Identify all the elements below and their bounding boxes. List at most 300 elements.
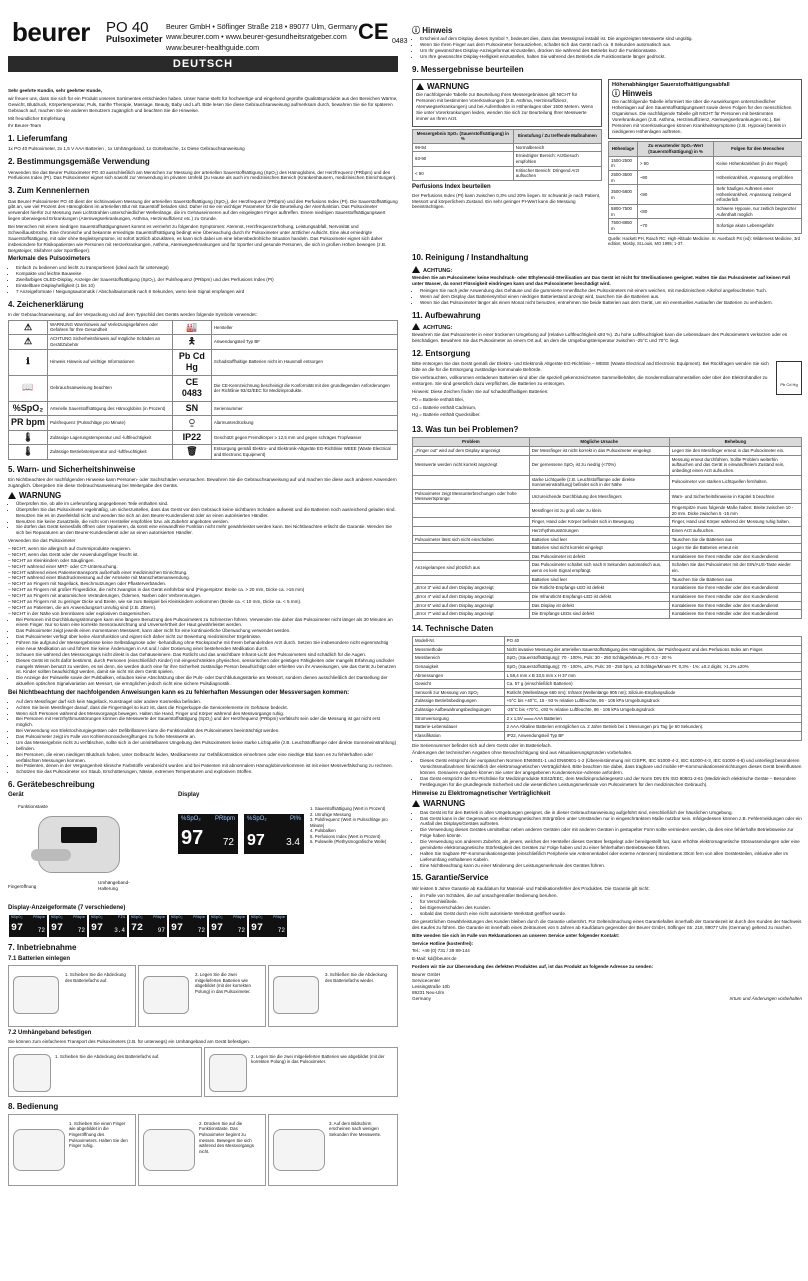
table-cell: 3500-5800 m <box>609 185 638 205</box>
table-row <box>413 552 802 561</box>
format-value-main: 72 <box>131 923 144 935</box>
table-cell: 93-90 <box>413 152 514 166</box>
table-cell: Tauschen Sie die Batterien aus <box>669 535 801 544</box>
display-format <box>249 915 287 937</box>
section-7-title: 7. Inbetriebnahme <box>8 943 77 953</box>
list-item: • Das Gerät entspricht der EU-Richtlinie für Medizinprodukte 93/42/EEC, dem Medizinproduktegesetz und der Norm DIN EN ISO 80601-2-61 (Medizinisch elektrische Geräte – Besondere Festlegungen für die grundlegende Sicherheit und die wesentlichen Leistungsmerkmale von Pulsoximetern für den medizinischen Gebrauch). <box>420 776 802 788</box>
emc-title: Hinweise zu Elektromagnetischer Verträglichkeit <box>412 790 551 797</box>
symbol-description: Geschützt gegen Fremdkörper ≥ 12,5 mm und gegen schräges Tropfwasser <box>211 430 397 445</box>
table-row <box>413 447 802 456</box>
format-label-right: PRbpm <box>272 916 285 921</box>
table-row <box>413 544 802 553</box>
table-cell <box>413 526 530 535</box>
table-cell: SpO₂ (Sauerstoffsättigung): 70 - 100%, ±2%, Puls: 30 - 250 bpm, ±2 Schläge/Minute PI: 0,3% - 1%: ±0.2 digits; >1,1% ±20% <box>504 662 801 671</box>
table-cell: Keine Höhenkrankheit (in der Regel) <box>714 156 802 170</box>
features-title: Merkmale des Pulsoximeters <box>8 256 91 263</box>
operation-step-2-image <box>143 1129 195 1171</box>
function-key-label: Funktionstaste <box>18 804 48 810</box>
list-item: • Halten Sie tragbare RF-Kommunikationsgeräte (einschließlich Peripherie wie Antennenkabel oder externe Antennen) mindestens 30cm fern von allen Gerätesteilen, inklusive aller im Lieferumfang enthaltenen Kabeln. <box>420 851 802 863</box>
section-15-title: 15. Garantie/Service <box>412 873 489 883</box>
symbol-glyph: SN <box>172 401 211 416</box>
list-item: – NICHT, wenn Sie allergisch auf Gummiprodukte reagieren. <box>8 546 132 552</box>
table-row <box>413 645 802 654</box>
symbol-description: Schadstoffhaltige Batterien nicht im Hausmüll entsorgen <box>211 349 397 375</box>
not-use-title: Verwenden Sie das Pulsoximeter <box>8 538 76 544</box>
table-row <box>413 575 802 584</box>
table-cell: +5°C bis +40°C, 15 - 93 % relative Luftfeuchte, 86 - 106 kPa Umgebungsdruck <box>504 697 801 706</box>
table-cell: 2 AAA Alkaline Batterien ermöglichen ca. 2 Jahre Betrieb bei 1 Messungen pro Tag (je 60 Sekunden). <box>504 723 801 732</box>
table-cell: Fingerspitze muss folgende Maße haben: Breite zwischen 10 - 20 mm. Dicke zwischen 5 -15 mm <box>669 504 801 518</box>
model-name: PO 40 <box>106 19 149 36</box>
table-row <box>413 518 802 527</box>
section-2-text: Verwenden Sie das Beurer Pulsoximeter PO 40 ausschließlich am Menschen zur Messung der arteriellen Sauerstoffsättigung (SpO₂) des Hämoglobins, der Herzfrequenz (PRbpm) und des Perfusions Index (PI). Das Pulsoximeter eignet sich sowohl zur Verwendung im privaten Umfeld (zu Hause als auch im medizinischen Bereich (Krankenhäusern, medizinischen Einrichtungen). <box>8 169 397 181</box>
table-cell: Kontaktieren Sie Ihren Händler oder den Kundendienst <box>669 592 801 601</box>
storage-attention: ACHTUNG: <box>412 323 802 332</box>
disposal-text-2: Die verbrauchten, vollkommen entladenen Batterien sind über die speziell gekennzeichneten Sammelbehälter, die Sondermüllannahmestellen oder über den Elektrohändler zu entsorgen. Sie sind gesetzlich dazu verpflichtet, die Batterien zu entsorgen. <box>412 375 768 386</box>
list-item: • Dieses Gerät ist nicht dafür bestimmt, durch Personen (einschließlich Kinder) mit eingeschränkten physischen, sensorischen oder geistigen Fähigkeiten oder mangels Erfahrung und/oder mangels Wissen benutzt zu werden, es sei denn, sie werden durch eine für ihre Sicherheit zuständige Person beaufsichtigt oder erhielten von ihr Anweisungen, wie das Gerät zu benutzen ist. Kinder sollten beaufsichtigt werden, damit sie nicht mit dem Gerät spielen. <box>16 658 398 676</box>
language-band: DEUTSCH <box>8 56 398 72</box>
display-format <box>9 915 47 937</box>
section-1-title: 1. Lieferumfang <box>8 134 68 144</box>
display-format <box>129 915 167 937</box>
list-item: • Bei Verwendung von Elektrochirurgiegeräten oder Defibrillatoren kann die Funktionalität des Pulsoximeters beeinträchtigt werden. <box>16 728 398 734</box>
table-cell: Kontaktieren Sie Ihren Händler oder den Kundendienst <box>669 610 801 619</box>
battery-step-3: 3. Schließen Sie die Abdeckung des Batteriefachs wieder. <box>268 965 398 1027</box>
symbol-glyph: 🯅 <box>172 335 211 350</box>
symbol-description: Zulässige Betriebstemperatur und -luftfeuchtigkeit <box>48 445 173 460</box>
shipping-address: Beurer GmbH Servicecenter Lessingstraße 10b 89231 Neu-Ulm Germany Irrtum und Änderungen vorbehalten <box>412 972 802 1001</box>
table-row <box>413 143 602 152</box>
table-cell: Abmessungen <box>413 671 505 680</box>
list-item: • Um das Messergebnis nicht zu verfälschen, sollte sich in der unmittelbaren Umgebung des Pulsoximeters keine starke Lichtquelle (z.B. Leuchtstofflampe oder direkte Sonneneinstrahlung) befinden. <box>16 740 398 752</box>
list-item: • Wenn Sie das Pulsoximeter länger als einen Monat nicht benutzen, entnehmen Sie beide Batterien aus dem Gerät, um ein eventuelles Auslaufen der Batterien zu verhindern. <box>420 300 802 306</box>
table-row <box>413 680 802 689</box>
symbol-row <box>9 375 398 401</box>
table-cell: Erniedrigter Bereich: Arztbesuch empfohlen <box>513 152 601 166</box>
list-item: • Die Verwendung dieses Gerätes unmittelbar neben anderen Geräten oder mit anderen Geräten in gestapelter Form sollte vermieden werden, da dies eine fehlerhafte Betriebsweise zur Folge haben könnte. <box>420 827 802 839</box>
format-value-main: 97 <box>11 923 24 935</box>
table-cell: Batterie-Lebensdauer <box>413 723 505 732</box>
section-12-title: 12. Entsorgung <box>412 349 471 359</box>
table-cell: „Error 7“ wird auf dem Display angezeigt <box>413 610 530 619</box>
list-item: • Schauen Sie während des Messvorgangs nicht direkt in das Gehäuseinnere. Das Rotlicht und das unsichtbare Infrarot-Licht des Pulsoximeters sind schädlich für die Augen. <box>16 652 398 658</box>
features-list <box>8 265 398 294</box>
disposal-list-1: Pb = Batterie enthält Blei, <box>412 396 464 402</box>
list-item: • Um Ihre gewünschte Display-Helligkeit einzustellen, halten Sie während des Betriebs die Funktionstaste länger gedrückt. <box>420 54 802 60</box>
table-cell: starke Lichtquelle (z.B. Leuchtstofflampe oder direkte Sonneneinstrahlung) befindet sich in der Nähe <box>529 475 669 489</box>
table-cell: 2 x 1,5V ═══ AAA Batterien <box>504 714 801 723</box>
symbol-description: Pulsfrequenz (Pulsschläge pro Minute) <box>48 416 173 431</box>
warning-icon <box>412 800 420 807</box>
symbol-glyph: 🌡 <box>9 430 48 445</box>
table-cell: Schwere Hypoxie, nur zeitlich begrenzter Aufenthalt möglich <box>714 205 802 219</box>
symbol-glyph: CE 0483 <box>172 375 211 401</box>
battery-step-3-image <box>273 976 319 1014</box>
table-cell: Finger, Hand oder Körper befindet sich in Bewegung <box>529 518 669 527</box>
table-cell: „Error 4“ wird auf dem Display angezeigt <box>413 592 530 601</box>
section-14-title: 14. Technische Daten <box>412 623 494 633</box>
display-format <box>49 915 87 937</box>
symbol-glyph: IP22 <box>172 430 211 445</box>
table-row <box>609 156 802 170</box>
symbol-description: Arterielle Sauerstoffsättigung des Hämoglobins (in Prozent) <box>48 401 173 416</box>
disposal-text-1: Bitte entsorgen Sie das Gerät gemäß der Elektro- und Elektronik Altgeräte EG-Richtlinie – WEEE (Waste Electrical and Electronic Equipment). Bei Rückfragen wenden Sie sich bitte an die für die Entsorgung zuständige kommunale Behörde. <box>412 361 769 373</box>
info-icon: ⓘ <box>612 89 623 98</box>
operation-step-3: 3. Auf dem Bildschirm erscheinen nach wenigen Sekunden Ihre Messwerte. <box>268 1114 398 1186</box>
symbol-glyph: 🏭 <box>172 320 211 335</box>
table-cell: Ca. 57 g (einschließlich Batterien) <box>504 680 801 689</box>
symbol-glyph: ℹ <box>9 349 48 375</box>
table-cell: Klassifikation <box>413 731 505 740</box>
format-value-main: 97 <box>91 923 104 935</box>
table-row <box>413 697 802 706</box>
section-3-text-2: Bei Menschen mit einem niedrigen Sauerstoffsättigungswert kommt es vermehrt zu folgenden Symptomen: Atemnot, Herzfrequenzerhöhung, Leistungsabfall, Nervosität und Schweißausbrüche. Eine chronische und bekannte erniedrigte Sauerstoffsättigung bedingt eine Überwachung durch Ihr Pulsoximeter unter ärztlicher Aufsicht. Eine akut erniedrigte Sauerstoffsättigung, mit oder ohne Begleitsymptome, ist sofort ärztlich abzuklären, es kann sich dabei um eine lebensbedrohliche Situation handeln. Das Pulsoximeter eignet sich daher insbesondere für Risikopatienten wie Personen mit Herzerkrankungen, Asthma, Atemwegserkrankungen und für Sportler und gesunde Personen, die sich in großen Höhen bewegen (z.B. Bergsteiger, Skifahrer oder Sportflieger). <box>8 224 387 253</box>
list-item: • Überprüfen Sie das Pulsoximeter regelmäßig, um sicherzustellen, dass das Gerät vor dem Gebrauch keine sichtbaren Schäden aufweist und die Batterien noch ausreichend geladen sind. Benutzen Sie es im Zweifelsfall nicht und wenden Sie sich an den Beurer-Kundendienst oder an einen autorisierten Händler. <box>16 507 398 519</box>
table-cell: <80 <box>637 205 714 219</box>
table-cell <box>413 475 530 489</box>
list-item: • Einfach zu bedienen und leicht zu transportieren (ideal auch für unterwegs) <box>16 265 398 271</box>
table-cell: „Error 3“ wird auf dem Display angezeigt <box>413 584 530 593</box>
device-image <box>38 816 120 873</box>
list-item: • Auf dem Messfinger darf sich kein Nagellack, Kunstnagel oder andere Kosmetika befinden. <box>16 699 398 705</box>
table-cell: Kritischer Bereich: Dringend Arzt aufsuchen <box>513 166 601 180</box>
format-label-left: %SpO₂ <box>131 916 144 921</box>
symbol-glyph: ⍜ <box>172 416 211 431</box>
emc-warning: WARNUNG <box>412 799 802 809</box>
left-column <box>8 0 408 1186</box>
table-row <box>413 475 802 489</box>
format-label-left: %SpO₂ <box>11 916 24 921</box>
symbol-description: ACHTUNG Sicherheitshinweis auf mögliche Schäden an Gerät/Zubehör <box>48 335 173 350</box>
table-row <box>413 706 802 715</box>
format-label-right: PRbpm <box>192 916 205 921</box>
service-text: Bitte wenden Sie sich im Falle von Reklamationen an unseren Service unter folgender Kontakt: <box>412 932 620 938</box>
altitude-source: Quelle: Hackett PH, Roach RC: High-Altitude Medicine. In: Auerbach PS (ed): Wilderness Medicine, 3rd edition; Mosby, St.Louis, MO 1995; 1-37. <box>608 235 801 246</box>
table-cell: Modell-Nr. <box>413 637 505 646</box>
device-figure <box>8 792 398 902</box>
table-row <box>413 561 802 575</box>
list-item: • Das Gerät kann in der Gegenwart von elektromagnetischen Störgrößen unter Umständen nur in eingeschränktem Maße nutzbar sein. Infolgedessen können z.B. Fehlermeldungen oder ein Ausfall des Displays/Gerätes auftreten. <box>420 816 802 828</box>
table-cell: Das Pulsoximeter schaltet sich nach 8 Sekunden automatisch aus, wenn es kein Signal empfängt. <box>529 561 669 575</box>
format-value-secondary: 97 <box>157 927 165 935</box>
symbol-description: Hersteller <box>211 320 397 335</box>
list-item: • Führen Sie aufgrund der Messergebnisse keine Selbstdiagnose oder -behandlung ohne Rücksprache mit Ihrem behandelnden Arzt durch. Setzen Sie insbesondere nicht eigenmächtig eine neue Medikation an und führen Sie keine Änderungen in Art und / oder Dosierung einer bestehenden Medikation durch. <box>16 640 398 652</box>
table-cell <box>413 518 530 527</box>
list-item: • Sie dürfen das Gerät keinesfalls öffnen oder reparieren, da sonst eine einwandfreie Funktion nicht mehr gewährleistet werden kann. Bei Nichtbeachten erlischt die Garantie. Wenden Sie sich bei Reparaturen an den Beurer-Kundendienst oder an einen autorisierten Händler. <box>16 524 398 536</box>
list-item: – NICHT an Patienten, die am Anwendungsort unruhig sind (z.B. Zittern). <box>8 604 157 610</box>
display-format <box>209 915 247 937</box>
operation-step-3-image <box>273 1129 325 1171</box>
list-item: – NICHT während einer Blutdruckmessung auf der Armseite mit Manschettenanwendung. <box>8 575 190 581</box>
table-cell: Messfinger ist zu groß oder zu klein. <box>529 504 669 518</box>
section-11-title: 11. Aufbewahrung <box>412 311 481 320</box>
list-item: – NICHT an Fingern mit großer Fingerdicke, die nicht zwanglos in das Gerät einführbar sind (Fingerspitze: Breite ca. > 20 mm, Dicke ca. >15 mm) <box>8 587 305 593</box>
warning-icon <box>416 83 424 90</box>
lanyard-step-1: 1. Schieben Sie die Abdeckung des Batteriefachs auf. <box>8 1047 202 1097</box>
lanyard-holder-label: Umhängeband-Halterung <box>98 880 130 892</box>
symbol-description: Seriennummer <box>211 401 397 416</box>
table-row <box>413 152 602 166</box>
symbol-description: Anwendungsteil Typ BF <box>211 335 397 350</box>
table-cell: Messwerte werden nicht korrekt angezeigt <box>413 455 530 475</box>
table-cell: Sensorik zur Messung von SpO₂ <box>413 688 505 697</box>
warranty-list <box>412 893 802 917</box>
tech-list <box>412 758 802 787</box>
table-cell: L 58,4 mm x B 33,5 mm x H 37 mm <box>504 671 801 680</box>
symbol-description: Die CE-Kennzeichnung bescheinigt die Konformität mit den grundlegenden Anforderungen der Richtlinie 93/42/EEC für Medizinprodukte. <box>211 375 397 401</box>
table-cell: 5800-7500 m <box>609 205 638 219</box>
table-cell: Zulässige Betriebsbedingungen <box>413 697 505 706</box>
table-row <box>413 714 802 723</box>
device-label: Gerät <box>8 792 24 799</box>
list-item: • sobald das Gerät durch eine nicht autorisierte Werkstatt geöffnet wurde. <box>420 911 802 917</box>
table-cell: Tauschen Sie die Batterien aus <box>669 575 801 584</box>
list-item: • Das Pulsoximeter zeigt im Falle von Kohlenmonoxidvergiftungen zu hohe Messwerte an. <box>16 734 398 740</box>
battery-step-2: 2. Legen Sie die zwei mitgelieferten Batterien wie abgebildet (mit der korrekten Polung) in das Pulsoximeter. <box>138 965 266 1027</box>
list-item: • Erscheint auf dem Display dieses Symbol ?, bedeutet dies, dass das Messsignal instabil ist. Die angezeigten Messwerte sind ungültig. <box>420 36 802 42</box>
list-item: – NICHT während eines Patiententransports außerhalb einer medizinischen Einrichtung. <box>8 569 188 575</box>
hotline-phone: Tel.: +49 (0) 731 / 39 89-144 <box>412 948 470 954</box>
not-use-list <box>8 546 398 617</box>
table-cell: -25°C bis +70°C, ≤93 % relative Luftfeuchte, 86 - 106 kPa Umgebungsdruck <box>504 706 801 715</box>
symbol-glyph: ⚠ <box>9 335 48 350</box>
display-formats-title: Display-Anzeigeformate (7 verschiedene) <box>8 905 126 912</box>
warning-icon <box>412 266 420 273</box>
table-cell: Batterien sind leer <box>529 535 669 544</box>
format-value-main: 97 <box>251 923 264 935</box>
list-item: – NICHT an Fingern mit Nagellack, Beschmutzungen oder Pflasterverbänden. <box>8 581 167 587</box>
format-label-left: %SpO₂ <box>171 916 184 921</box>
company-address: Beurer GmbH • Söflinger Straße 218 • 89077 Ulm, Germany www.beurer.com • www.beurer-gesundheitsratgeber.com www.beurer-healthguide.com <box>166 22 358 52</box>
tech-note-1: Die Seriennummer befindet sich auf dem Gerät oder im Batteriefach. <box>412 742 552 748</box>
table-cell: Die Rotlicht-Empfangs-LED ist defekt <box>529 584 669 593</box>
table-cell: > 90 <box>637 156 714 170</box>
section-9-right <box>608 77 802 248</box>
section-1-text: 1x PO 40 Pulsoximeter, 2x 1,5 V AAA Batterien , 1x Umhängeband, 1x Gürteltasche, 1x Diese Gebrauchsanweisung <box>8 146 245 152</box>
list-item: • Wenn auf dem Display das Batteriesymbol einen niedrigen Batteriestand anzeigt wird, tauschen Sie die Batterien aus. <box>420 294 802 300</box>
header <box>8 0 408 52</box>
list-item: • Wenn Sie Ihren Finger aus dem Pulsoximeter herausziehen, schaltet sich das Gerät nach ca. 8 Sekunden automatisch aus. <box>420 42 802 48</box>
list-item: • für Verschleißteile. <box>420 899 802 905</box>
format-value-secondary: 72 <box>77 927 85 935</box>
list-item: • Überprüfen Sie, ob alle im Lieferumfang angegebenen Teile enthalten sind. <box>16 501 398 507</box>
symbol-row <box>9 416 398 431</box>
ce-number: 0483 <box>392 38 408 45</box>
cleaning-attention: ACHTUNG: <box>412 266 802 275</box>
ce-mark: CE <box>358 19 389 44</box>
table-cell: Normalbereich <box>513 143 601 152</box>
table-cell: Sehr häufiges Auftreten einer Höhenkrankheit, Anpassung zwingend erforderlich <box>714 185 802 205</box>
list-item: • Das Pulsoximeter verfügt über keine Alarmfunktion und eignet sich daher nicht zur Bewertung medizinischer Ergebnisse. <box>16 634 398 640</box>
list-item: • Kompakte und leichte Bauweise <box>16 271 398 277</box>
table-cell: 1500-2500 m <box>609 156 638 170</box>
list-item: – NICHT an Fingern mit zu geringer Dicke und Breite, wie sie zum Beispiel bei Kleinkindern vorkommen (Breite ca. < 10 mm, Dicke ca. < 5 mm). <box>8 598 302 604</box>
list-item: • Schützen Sie das Pulsoximeter vor Staub, Erschütterungen, Nässe, extremen Temperaturen und explosiven Stoffen. <box>16 769 398 775</box>
display-format <box>89 915 127 937</box>
storage-text: Bewahren Sie das Pulsoximeter in einer trockenen Umgebung auf (relative Luftfeuchtigkeit ≤93 %). Zu hohe Luftfeuchtigkeit kann die Lebensdauer des Pulsoximeters verkürzen oder es beschädigen. Bewahren Sie das Pulsoximeter an einem Ort auf, an dem die Umgebungstemperatur zwischen -25°C und 70°C liegt. <box>412 332 788 344</box>
list-item: • Das Gerät ist für den Betrieb in allen Umgebungen geeignet, die in dieser Gebrauchsanweisung aufgeführt sind, einschließlich der häuslichen Umgebung. <box>420 810 802 816</box>
list-item: • Die Anzeige der Pulswelle sowie der Pulsbalken, erlauben keine Abschätzung über die Puls- oder Durchblutungsstärke am Messort, sondern dienen ausschließlich der Darstellung der aktuellen optischen Signalvariation am Messort, sie ermöglichen jedoch nicht eine sichere Pulsdiagnostik. <box>16 675 398 687</box>
format-label-right: PRbpm <box>232 916 245 921</box>
symbol-glyph: PR bpm <box>9 416 48 431</box>
symbol-glyph: 🗑 <box>172 445 211 460</box>
display-legend: 1. Sauerstoffsättigung (Wert in Prozent) 2. Unruhige Messung 3. Pulsfrequenz (Wert in Pulsschläge pro Minute) 4. Pulsbalken 5. Perfusions Index (Wert in Prozent) 6. Pulswelle (Plethysmografische Welle) <box>310 806 388 845</box>
table-cell: PO 40 <box>504 637 801 646</box>
symbol-row <box>9 335 398 350</box>
finger-slot <box>31 849 71 861</box>
table-cell: „Finger out“ wird auf dem Display angezeigt <box>413 447 530 456</box>
list-item: • Die Verwendung von anderem Zubehör, als jenem, welches der Hersteller dieses Gerätes festgelegt oder bereitgestellt hat, kann erhöhte elektromagnetische Störaussendungen oder eine geminderte elektromagnetische Störfestigkeit des Gerätes zur Folge haben und zu einer fehlerhaften Betriebsweise führen. <box>420 839 802 851</box>
warranty-text: Wir leisten 5 Jahre Garantie ab Kaufdatum für Material- und Fabrikationsfehler des Produktes. Die Garantie gilt nicht: <box>412 885 650 891</box>
table-cell: „Error 6“ wird auf dem Display angezeigt <box>413 601 530 610</box>
table-row <box>413 601 802 610</box>
table-cell: Kontaktieren Sie Ihren Händler oder den Kundendienst <box>669 584 801 593</box>
format-label-right: PRbpm <box>32 916 45 921</box>
table-cell: Schalten Sie das Pulsoximeter mit der EIN/AUS-Taste wieder ein. <box>669 561 801 575</box>
pi-title: Perfusions Index beurteilen <box>412 183 491 190</box>
altitude-table: Höhenlage Zu erwartender SpO₂-Wert (Sauerstoffsättigung) in % Folgen für den Menschen 1500-2500 m > 90 Keine Höhenkrankheit (in der Regel) 2500-3500 m ~90 Höhenkrankheit, Anpassung empfohlen 3500-5800 m <90 Sehr häufiges Auftreten einer Höhenkrankheit, Anpassung zwingend erforderlich 5800-7500 m <80 Schwere Hypoxie, nur zeitlich begrenzter Aufenthalt möglich 7500-8850 m ~70 Sofortige akute Lebensgefahr <box>608 141 802 233</box>
symbol-glyph: Pb Cd Hg <box>172 349 211 375</box>
list-item: • Einstellbare Displayhelligkeit (1 bis 10) <box>16 283 398 289</box>
table-row <box>609 170 802 184</box>
table-cell: Das Pulsoximeter ist defekt <box>529 552 669 561</box>
lanyard-steps <box>8 1047 398 1097</box>
symbol-glyph: 📖 <box>9 375 48 401</box>
table-cell: 2500-3500 m <box>609 170 638 184</box>
format-label-left: %SpO₂ <box>91 916 104 921</box>
section-8-title: 8. Bedienung <box>8 1101 59 1111</box>
table-cell: Batterien sind nicht korrekt eingelegt <box>529 544 669 553</box>
table-cell: Unzureichende Durchblutung des Messfingers <box>529 489 669 503</box>
format-label-right: PI% <box>117 916 125 921</box>
table-cell: Messung erneut durchführen. Sollte Problem weiterhin auftauchen und das Gerät in einwandfreiem Zustand sein, unbedingt einen Arzt aufsuchen. <box>669 455 801 475</box>
display-format-b: %SpO₂ PI% 97 3.4 <box>244 814 304 854</box>
emc-list <box>412 810 802 869</box>
symbol-table <box>8 320 398 460</box>
display-format-a: %SpO₂ PRbpm 97 72 <box>178 814 238 854</box>
list-item: • Eine Nichtbeachtung kann zu einer Minderung der Leistungsmerkmale des Gerätes führen. <box>420 863 802 869</box>
table-row <box>413 535 802 544</box>
list-item: • im Falle von Schäden, die auf unsachgemäßer Bedienung beruhen. <box>420 893 802 899</box>
table-cell: Gewicht <box>413 680 505 689</box>
table-cell: < 90 <box>413 166 514 180</box>
symbol-description: Alarmunterdrückung <box>211 416 397 431</box>
table-cell: 99-94 <box>413 143 514 152</box>
section-9-title: 9. Messergebnisse beurteilen <box>412 64 524 74</box>
tech-data-table <box>412 636 802 741</box>
disposal-text-3: Hinweis: Diese Zeichen finden Sie auf schadstoffhaltigen Batterien: <box>412 388 549 394</box>
table-cell: Legen Sie den Messfinger erneut in das Pulsoximeter ein. <box>669 447 801 456</box>
table-cell: Herzrhythmusstörungen <box>529 526 669 535</box>
operation-step-1: 1. Schieben Sie einen Finger wie abgebildet in die Fingeröffnung des Pulsoximeters. Halten Sie den Finger ruhig. <box>8 1114 136 1186</box>
table-cell: 7500-8850 m <box>609 219 638 233</box>
info-icon: ⓘ <box>412 26 423 35</box>
table-cell: Pulsoximeter von starken Lichtquellen fernhalten. <box>669 475 801 489</box>
format-value-secondary: 72 <box>197 927 205 935</box>
format-value-secondary: 72 <box>37 927 45 935</box>
lanyard-step-2: 2. Legen Sie die zwei mitgelieferten Batterien wie abgebildet (mit der korrekten Polung) in das Pulsoximeter. <box>204 1047 398 1097</box>
list-item: • Bei Personen, die einen niedrigen Blutdruck haben, unter Gelbsucht leiden, Medikamente zur Gefäßkontraktion einnehmen oder eine niedrige Blut kann es zu fehlerhaften oder verfälschten Messungen kommen. <box>16 752 398 764</box>
table-cell: Pulsoximeter lässt sich nicht einschalten <box>413 535 530 544</box>
section-3-text-1: Das Beurer Pulsoximeter PO 40 dient der nichtinvasiven Messung der arteriellen Sauerstoffsättigung (SpO₂), der Herzfrequenz (PRbpm) und des Perfusions Index (PI). Die Sauerstoffsättigung gibt an, wie viel Prozent des Hämoglobins im arteriellen Blut mit Sauerstoff beladen sind. Daher ist sie ein wichtiger Parameter für die Beurteilung der Atemfunktion. Das Pulsoximeter verwendet hierfür zur Messung zwei Lichtstrahlen unterschiedlicher Wellenlänge, die im Gehäuseinneren auf den eingelegten Finger auftreffen. Einem niedrigen Sauerstoffsättigungswert liegen überwiegend Erkrankungen (Atemwegserkrankungen, Asthma, Herzinsuffizienz etc.) zu Grunde. <box>8 198 398 222</box>
table-row <box>609 185 802 205</box>
table-row <box>413 723 802 732</box>
table-row <box>413 688 802 697</box>
table-cell: ~90 <box>637 170 714 184</box>
warning-icon <box>412 323 420 330</box>
hotline-email[interactable]: E-Mail: kd@beurer.de <box>412 956 457 962</box>
battery-steps <box>8 965 398 1027</box>
section-4-title: 4. Zeichenerklärung <box>8 299 84 309</box>
section-5-title: 5. Warn- und Sicherheitshinweise <box>8 464 136 474</box>
table-cell: Zulässige Aufbewahrungsbedingungen <box>413 706 505 715</box>
operation-step-2: 2. Drücken Sie auf die Funktionstaste. Das Pulsoximeter beginnt zu messen. Bewegen Sie sich während des Messvorgangs nicht. <box>138 1114 266 1186</box>
format-label-left: %SpO₂ <box>251 916 264 921</box>
table-row <box>609 205 802 219</box>
table-cell: <90 <box>637 185 714 205</box>
table-cell: Genauigkeit <box>413 662 505 671</box>
symbol-description: Entsorgung gemäß Elektro- und Elektronik-Altgeräte EG-Richtlinie WEEE (Waste Electrical and Electronic Equipment) <box>211 445 397 460</box>
list-item: • Reinigen Sie nach jeder Anwendung das Gehäuse und die gummierte Innenfläche des Pulsoximeters mit einem weichen, mit medizinischem Alkohol angefeuchteten Tuch. <box>420 288 802 294</box>
intro-team: Ihr Beurer-Team <box>8 123 42 129</box>
symbol-glyph: %SpO₂ <box>9 401 48 416</box>
battery-insert-title: 7.1 Batterien einlegen <box>8 956 71 963</box>
battery-disposal-icon: Pb Cd Hg <box>776 361 802 395</box>
table-cell: Sofortige akute Lebensgefahr <box>714 219 802 233</box>
format-value-secondary: 72 <box>277 927 285 935</box>
format-value-main: 97 <box>51 923 64 935</box>
list-item: • Dieses Gerät entspricht der europäischen Normen EN60601-1 und EN60601-1-2 (Übereinstimmung mit CISPR, IEC 61000-4-2, IEC 61000-4-3, IEC 61000-4-8) und unterliegt besonderen Vorsichtsmaßnahmen hinsichtlich der elektromagnetischen Verträglichkeit. Bitte beachten Sie dabei, dass tragbare und mobile HF-Kommunikationseinrichtungen dieses Gerät beeinflussen können. Genauere Angaben können Sie unter der angegebenen Kundenservice-Adresse anfordern. <box>420 758 802 776</box>
measurement-errors-list <box>8 699 398 775</box>
section-3-title: 3. Zum Kennenlernen <box>8 186 90 196</box>
troubleshooting-table: Problem Mögliche Ursache Behebung „Finger out“ wird auf dem Display angezeigt Der Messfinger ist nicht korrekt in das Pulsoximeter eingelegt Legen Sie den Messfinger erneut in das Pulsoximeter ein. Messwerte werden nicht korrekt angezeigt Der gemessene SpO₂ ist zu niedrig (<70%) Messung erneut durchführen. Sollte Problem weiterhin auftauchen und das Gerät in einwandfreiem Zustand sein, unbedingt einen Arzt aufsuchen. starke Lichtquelle (z.B. Leuchtstofflampe oder direkte Sonneneinstrahlung) befindet sich in der Nähe Pulsoximeter von starken Lichtquellen fernhalten. Pulsoximeter zeigt Messunterbrechungen oder hohe Messwertsprünge Unzureichende Durchblutung des Messfingers Warn- und Sicherheitshinweise in Kapitel 5 beachten Messfinger ist zu groß oder zu klein. Fingerspitze muss folgende Maße haben: Breite zwischen 10 - 20 mm. Dicke zwischen 5 -15 mm Finger, Hand oder Körper befindet sich in Bewegung Finger, Hand und Körper während der Messung ruhig halten. Herzrhythmusstörungen Einen Arzt aufsuchen. Pulsoximeter lässt sich nicht einschalten Batterien sind leer Tauschen Sie die Batterien aus Batterien sind nicht korrekt eingelegt Legen Sie die Batterien erneut ein Das Pulsoximeter ist defekt Kontaktieren Sie Ihren Händler oder den Kundendienst Anzeigelampen sind plötzlich aus Das Pulsoximeter schaltet sich nach 8 Sekunden automatisch aus, wenn es kein Signal empfängt. Schalten Sie das Pulsoximeter mit der EIN/AUS-Taste wieder ein. Batterien sind leer Tauschen Sie die Batterien aus „Error 3“ wird auf dem Display angezeigt Die Rotlicht-Empfangs-LED ist defekt Kontaktieren Sie Ihren Händler oder den Kundendienst „Error 4“ wird auf dem Display angezeigt Die Infrarotlicht-Empfangs-LED ist defekt Kontaktieren Sie Ihren Händler oder den Kundendienst „Error 6“ wird auf dem Display angezeigt Das Display ist defekt Kontaktieren Sie Ihren Händler oder den Kundendienst „Error 7“ wird auf dem Display angezeigt Die Empfangs-LEDs sind defekt Kontaktieren Sie Ihren Händler oder den Kundendienst <box>412 437 802 618</box>
format-value-secondary: 72 <box>237 927 245 935</box>
tech-note-2: Änderungen der technischen Angaben ohne Benachrichtigung sind aus Aktualisierungsgründen vorbehalten. <box>412 750 633 756</box>
intro-closing: Mit freundlicher Empfehlung <box>8 115 66 121</box>
table-cell: Kontaktieren Sie Ihren Händler oder den Kundendienst <box>669 601 801 610</box>
format-label-left: %SpO₂ <box>51 916 64 921</box>
list-item: • Achten Sie beim Messfinger darauf, dass die Fingernägel so kurz ist, dass die Fingerkuppe die Sensorelemente im Gehäuse bedeckt. <box>16 705 398 711</box>
measurement-errors-title: Bei Nichtbeachtung der nachfolgenden Anweisungen kann es zu fehlerhaften Messungen oder Messversagen kommen: <box>8 690 350 697</box>
table-row <box>413 166 602 180</box>
section-2-title: 2. Bestimmungsgemäße Verwendung <box>8 157 150 167</box>
list-item: – NICHT während einer MRT- oder CT-Untersuchung. <box>8 563 118 569</box>
format-label-right: PRbpm <box>152 916 165 921</box>
battery-step-1: 1. Schieben Sie die Abdeckung des Batteriefachs auf. <box>8 965 136 1027</box>
table-cell: Warn- und Sicherheitshinweise in Kapitel 5 beachten <box>669 489 801 503</box>
lanyard-text: Sie können zum einfacheren Transport des Pulsoximeters (z.B. für unterwegs) ein Umhängeband am Gerät befestigen. <box>8 1038 251 1044</box>
list-item: • Das Pulsoximeter zeigt jeweils einen momentanen Messwert, kann aber nicht für eine kontinuierliche Überwachung verwendet werden. <box>16 628 398 634</box>
footer-note: Irrtum und Änderungen vorbehalten <box>729 995 802 1001</box>
hint-list <box>412 36 802 60</box>
display-format <box>169 915 207 937</box>
spo2-table: Messergebnis SpO₂ (Sauerstoffsättigung) in % Einstufung / Zu treffende Maßnahmen 99-94 Normalbereich 93-90 Erniedrigter Bereich: Arztbesuch empfohlen < 90 Kritischer Bereich: Dringend Arzt aufsuchen <box>412 129 602 181</box>
list-item: – NICHT in der Nähe von brennbaren oder explosiven Gasgemischen. <box>8 610 151 616</box>
symbol-row <box>9 445 398 460</box>
list-item: • bei Eigenverschulden des Kunden. <box>420 905 802 911</box>
symbol-row <box>9 349 398 375</box>
disposal-list-3: Hg = Batterie enthält Quecksilber. <box>412 412 481 418</box>
section-5-intro: Ein Nichtbeachten der nachfolgenden Hinweise kann Personen- oder Sachschäden verursachen. Bewahren Sie die Gebrauchsanweisung auf und machen Sie diese auch anderen Anwendern zugänglich. Übergeben Sie diese Gebrauchsanweisung bei Weitergabe des Geräts. <box>8 477 397 488</box>
format-value-secondary: 3.4 <box>114 927 125 935</box>
intro-greeting: Sehr geehrte Kundin, sehr geehrter Kunde, <box>8 88 102 93</box>
section-13-title: 13. Was tun bei Problemen? <box>412 425 519 435</box>
table-row <box>413 637 802 646</box>
section-9-warning: WARNUNG Die nachfolgende Tabelle zur Beurteilung Ihres Messergebnisses gilt NICHT für Personen mit bestimmten Vorerkrankungen (z.B. Asthma, Herzinsuffizienz, Atemwegserkrankungen) und bei Aufenthalten in Höhenlagen über 1500 Metern. Wenn Sie unter Vorerkrankungen leiden, wenden Sie sich zur Beurteilung Ihrer Messwerte immer an Ihren Arzt. <box>412 79 602 127</box>
section-10-title: 10. Reinigung / Instandhaltung <box>412 253 529 263</box>
format-label-right: PRbpm <box>72 916 85 921</box>
lanyard-step-2-image <box>209 1054 247 1092</box>
